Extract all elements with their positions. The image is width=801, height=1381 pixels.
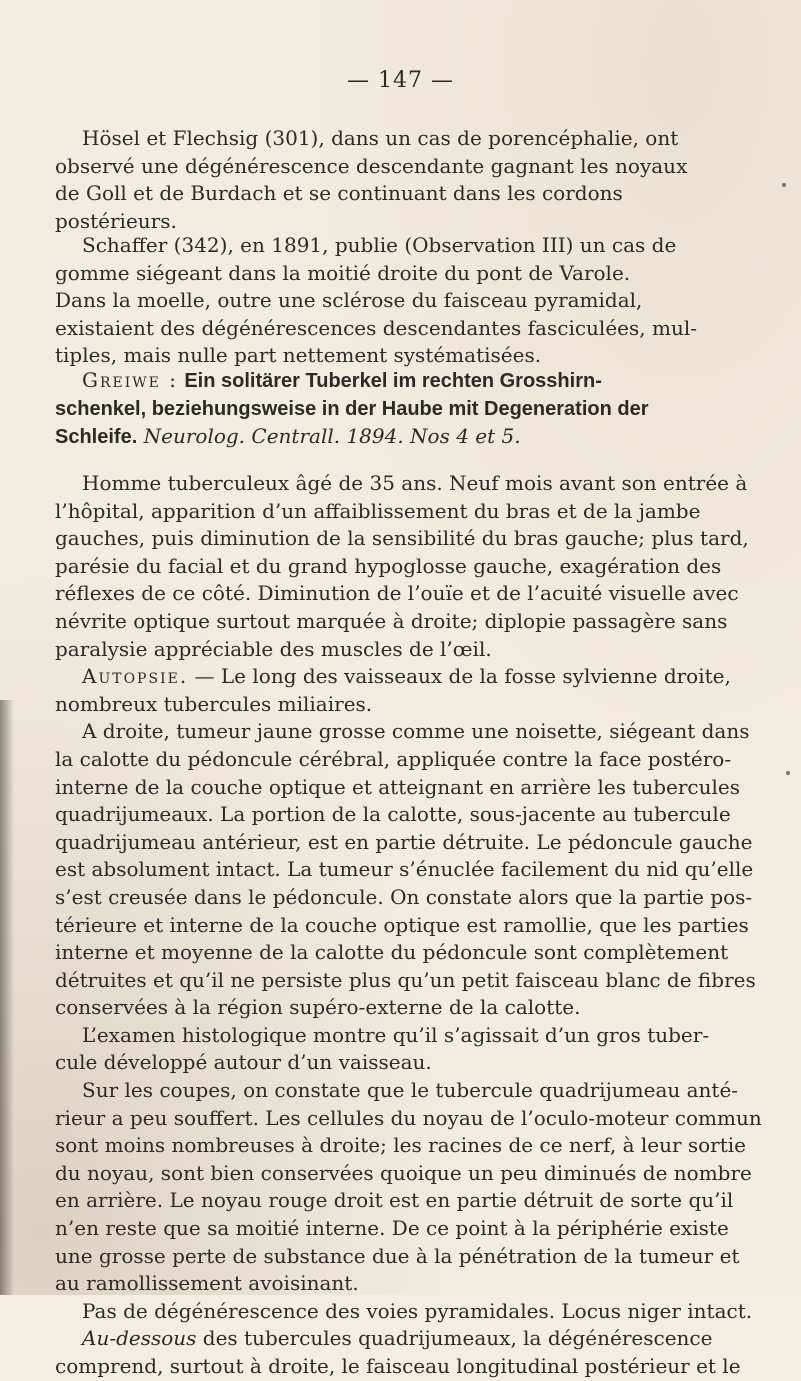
text-line (55, 367, 767, 396)
text-line: en arrière. Le noyau rouge droit est en partie détruit de sorte qu’il (55, 1188, 734, 1213)
margin-speck (786, 771, 790, 775)
text-line: tiples, mais nulle part nettement systématisées. (55, 343, 542, 368)
text-line: existaient des dégénérescences descendantes fasciculées, mul- (55, 315, 697, 340)
text-line: Homme tuberculeux âgé de 35 ans. Neuf mois avant son entrée à (82, 471, 748, 495)
text-line: quadrijumeaux. La portion de la calotte, sous-jacente au tubercule (55, 802, 731, 827)
text-line: A droite, tumeur jaune grosse comme une noisette, siégeant dans (82, 719, 750, 744)
page-edge-shadow (0, 700, 14, 1295)
text-line: Schaffer (342), en 1891, publie (Observation III) un cas de (82, 233, 677, 257)
text-line: Pas de dégénérescence des voies pyramidales. Locus niger intact. (82, 1298, 753, 1323)
text-line: conservées à la région supéro-externe de la calotte. (55, 995, 581, 1020)
text-line: rieur a peu souffert. Les cellules du noyau de l’oculo-moteur commun (55, 1105, 762, 1130)
text-line: Hösel et Flechsig (301), dans un cas de porencéphalie, ont (82, 126, 679, 150)
text-line: interne et moyenne de la calotte du pédoncule sont complètement (55, 940, 729, 965)
text-line: postérieurs. (55, 208, 177, 233)
reference-title: schenkel, beziehungsweise in der Haube mit Degeneration der (55, 397, 649, 420)
margin-speck (782, 183, 786, 187)
text-line: parésie du facial et du grand hypoglosse gauche, exagération des (55, 553, 722, 578)
paragraph-schaffer (55, 232, 767, 370)
text-line: une grosse perte de substance due à la pénétration de la tumeur et (55, 1243, 740, 1268)
text-line: du noyau, sont bien conservées quoique un peu diminués de nombre (55, 1160, 752, 1185)
text-line: nombreux tubercules miliaires. (55, 691, 373, 716)
text-line: s’est creusée dans le pédoncule. On constate alors que la partie pos- (55, 884, 753, 909)
text-line: interne de la couche optique et atteignant en arrière les tubercules (55, 774, 741, 799)
page-number: — 147 — (347, 68, 454, 93)
text-line: la calotte du pédoncule cérébral, appliquée contre la face postéro- (55, 746, 732, 771)
case-report (55, 470, 767, 1381)
text-line: au ramollissement avoisinant. (55, 1271, 359, 1296)
text-line: gauches, puis diminution de la sensibilité du bras gauche; plus tard, (55, 526, 749, 551)
text-line: névrite optique surtout marquée à droite; diplopie passagère sans (55, 608, 728, 633)
text-line: détruites et qu’il ne persiste plus qu’un petit faisceau blanc de fibres (55, 967, 756, 992)
text-line: observé une dégénérescence descendante gagnant les noyaux (55, 153, 688, 178)
paragraph-hosel-flechsig (55, 125, 767, 235)
text-line: gomme siégeant dans la moitié droite du pont de Varole. (55, 260, 631, 285)
text-line: quadrijumeau antérieur, est en partie détruite. Le pédoncule gauche (55, 829, 753, 854)
text-line: est absolument intact. La tumeur s’énuclée facilement du nid qu’elle (55, 857, 754, 882)
reference-source: Neurolog. Centrall. 1894. Nos 4 et 5. (143, 424, 521, 449)
text-line: cule développé autour d’un vaisseau. (55, 1050, 432, 1075)
text-line: de Goll et de Burdach et se continuant dans les cordons (55, 181, 623, 206)
autopsy-heading: Autopsie. (82, 664, 189, 689)
text-line: comprend, surtout à droite, le faisceau longitudinal postérieur et le (55, 1354, 741, 1378)
text-fragment: des tubercules quadrijumeaux, la dégénérescence (196, 1326, 713, 1351)
text-line: térieure et interne de la couche optique est ramollie, que les parties (55, 912, 749, 937)
text-fragment: — Le long des vaisseaux de la fosse sylvienne droite, (188, 664, 731, 689)
text-line: sont moins nombreuses à droite; les racines de ce nerf, à leur sortie (55, 1133, 747, 1158)
text-line (55, 1325, 767, 1353)
text-line: Sur les coupes, on constate que le tubercule quadrijumeau anté- (82, 1078, 739, 1103)
text-line: paralysie appréciable des muscles de l’œil. (55, 636, 492, 661)
text-line: L’examen histologique montre qu’il s’agissait d’un gros tuber- (82, 1022, 710, 1047)
text-line: Dans la moelle, outre une sclérose du faisceau pyramidal, (55, 288, 643, 313)
text-line (55, 423, 767, 452)
text-line: n’en reste que sa moitié interne. De ce point à la périphérie existe (55, 1216, 729, 1241)
text-line (55, 663, 767, 691)
reference-title: Ein solitärer Tuberkel im rechten Grosshirn- (184, 370, 602, 392)
reference-author: Greiwe : (82, 368, 178, 392)
bibliographic-reference (55, 367, 767, 452)
text-line: l’hôpital, apparition d’un affaiblissement du bras et de la jambe (55, 498, 701, 523)
text-line: réflexes de ce côté. Diminution de l’ouïe et de l’acuité visuelle avec (55, 581, 739, 606)
reference-title: Schleife. (55, 426, 138, 449)
emphasis-au-dessous: Au-dessous (82, 1326, 197, 1351)
